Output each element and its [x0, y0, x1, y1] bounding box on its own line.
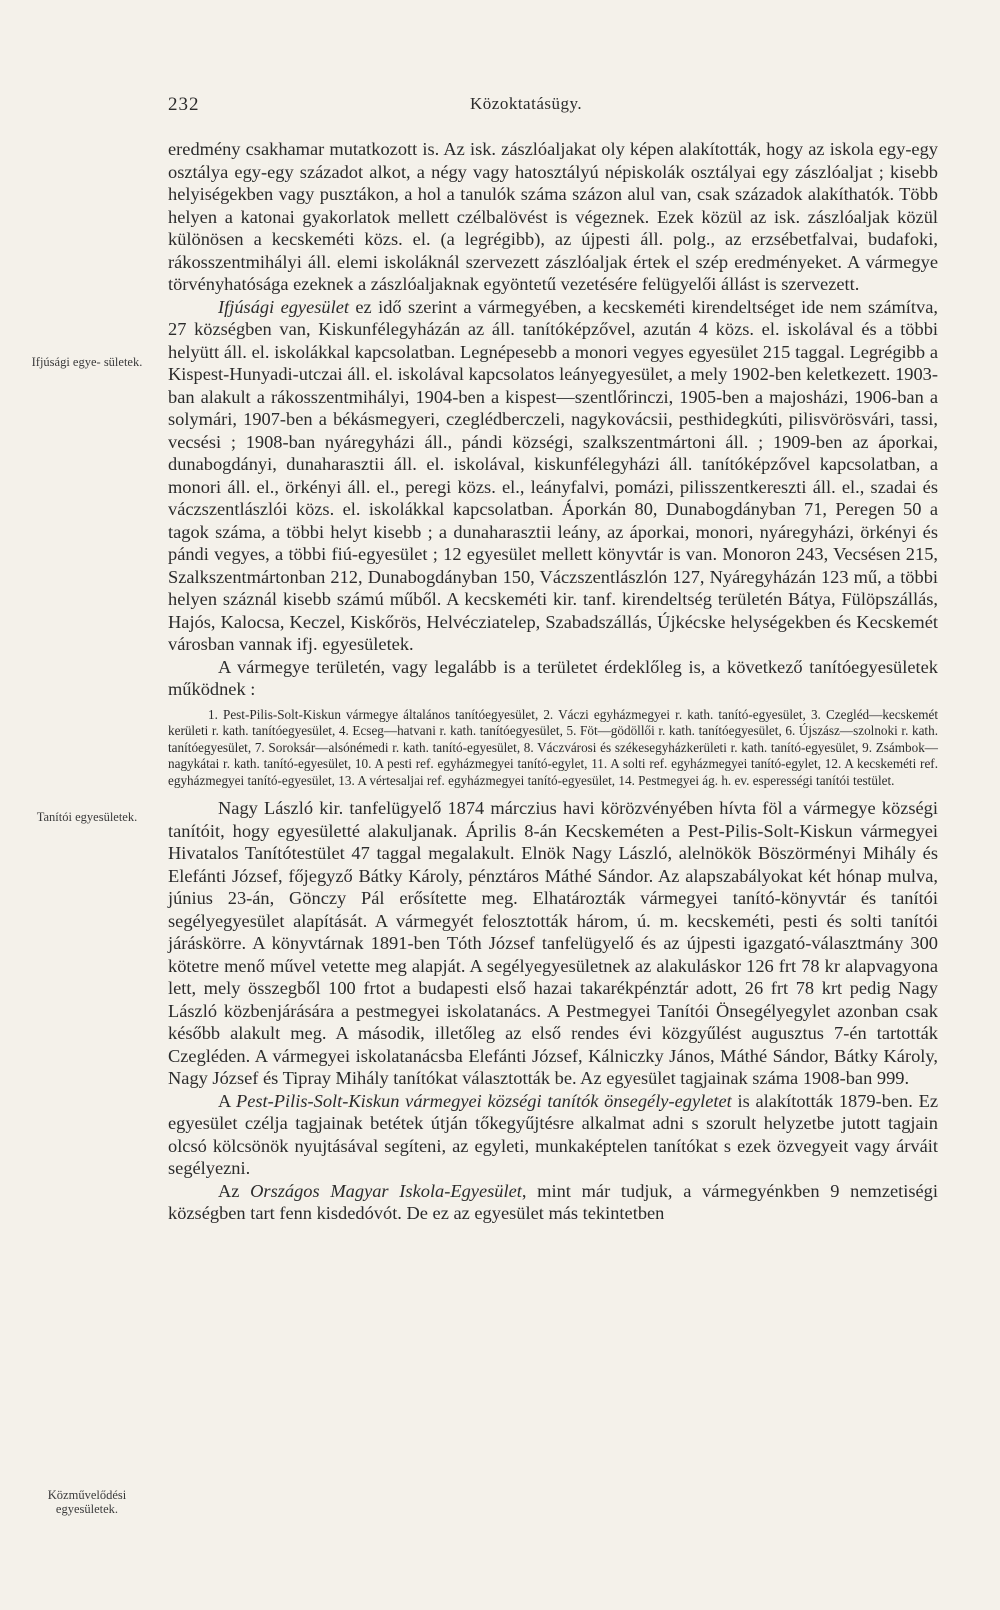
margin-note-youth-associations: Ifjúsági egye- sületek.: [31, 355, 143, 369]
paragraph-school-association: [168, 1180, 938, 1225]
paragraph-lead-youth: Ifjúsági egyesület: [218, 296, 349, 317]
paragraph-teacher-associations: A vármegye területén, vagy legalább is a területet érdeklőleg is, a következő tanítóegyesületek működnek :: [168, 656, 938, 699]
paragraph-article-az: Az: [218, 1180, 251, 1201]
paragraph-battalions: eredmény csakhamar mutatkozott is. Az isk. zászlóaljakat oly képen alakították, hogy az iskola egy-egy osztálya egy-egy századot alkot, a négy vagy hatosztályú népiskolák osztályai egy zászlóaljat ; kisebb helyiségekben vagy pusztákon, a hol a tanulók száma százon alul van, csak századok alakíthatók. Több helyen a katonai gyakorlatok mellett czélbalövést is végeznek. Ezek közül az isk. zászlóaljak közül különösen a kecskeméti közs. el. (a legrégibb), az újpesti áll. polg., az erzsébetfalvai, budafoki, rákosszentmihályi áll. elemi iskoláknál szervezett zászlóaljak értek el szép eredményeket. A vármegye törvényhatósága ezeknek a zászlóaljaknak egyöntetű vezetésére felügyelői állást is szervezett.: [168, 139, 938, 294]
paragraph-article-a: A: [218, 1090, 236, 1111]
paragraph-body-self-help: is alakították 1879-ben. Ez egyesület czélja tagjainak betétek útján tőkegyűjtésre alkalmat adni s szorult helyzetbe jutott tagjain olcsó kölcsönök nyujtásával segíteni, az egyleti, munkaképtelen tanítókat s ezek özvegyeit vagy árváit segélyezni.: [168, 1090, 938, 1178]
running-head: Közoktatásügy.: [470, 94, 583, 113]
body-text: [168, 138, 938, 1225]
page-header: [0, 94, 1000, 122]
paragraph-body-youth: ez idő szerint a vármegyében, a kecskeméti kirendeltséget ide nem számítva, 27 községben van, Kiskunfélegyházán az áll. tanítóképzővel, azután 4 közs. el. iskolával és a többi helyütt áll. el. iskolákkal kapcsolatban. Legnépesebb a monori vegyes egyesület 215 taggal. Legrégibb a Kispest-Hunyadi-utczai áll. el. iskolával kapcsolatos leányegyesület, a mely 1902-ben keletkezett. 1903-ban alakult a rákosszentmihályi, 1904-ben a kispest—szentlőrinczi, 1905-ben a majosházi, 1906-ban a solymári, 1907-ben a békásmegyeri, czeglédberczeli, nagykovácsii, pesthidegkúti, pilisvörösvári, tassi, vecsési ; 1908-ban nyáregyházi áll., pándi községi, szalkszentmártoni áll. ; 1909-ben az áporkai, dunabogdányi, dunaharasztii áll. el. iskolával, kiskunfélegyházi áll. tanítóképzővel kapcsolatban, a monori áll. el., örkényi áll. el., peregi közs. el., leányfalvi, pomázi, pilisszentkereszti áll. el., szadai és váczszentlászlói közs. el. iskolákkal kapcsolatban. Áporkán 80, Dunabogdányban 71, Peregen 50 a tagok száma, a többi helyt kisebb ; a dunaharasztii leány, az áporkai, monori, nyáregyházi, örkényi és pándi vegyes, a többi fiú-egyesület ; 12 egyesület mellett könyvtár is van. Monoron 243, Vecsésen 215, Szalkszentmártonban 212, Dunabogdányban 150, Váczszentlászlón 127, Nyáregyházán 123 mű, a többi helyen száznál kisebb számú műből. A kecskeméti kir. tanf. kirendeltség területén Bátya, Fülöpszállás, Hajós, Kalocsa, Keczel, Kiskőrös, Helvécziatelep, Szabadszállás, Újkécske helységekben és Kecskemét városban vannak ifj. egyesületek.: [168, 296, 938, 654]
paragraph-self-help-society: [168, 1090, 938, 1180]
margin-note-teacher-associations: Tanítói egyesületek.: [36, 810, 138, 824]
footnote-association-list: [168, 707, 938, 790]
paragraph-body-school-association: , mint már tudjuk, a vármegyénkben 9 nemzetiségi községben tart fenn kisdedóvót. De ez az egyesület más tekintetben: [168, 1180, 938, 1223]
paragraph-lead-school-association: Országos Magyar Iskola-Egyesület: [250, 1180, 522, 1201]
margin-note-cultural-associations: Közművelődési egyesületek.: [47, 1488, 127, 1516]
footnote-text: 1. Pest-Pilis-Solt-Kiskun vármegye általános tanítóegyesület, 2. Váczi egyházmegyei r. kath. tanító-egyesület, 3. Czegléd—kecskemét kerületi r. kath. tanítóegyesület, 4. Ecseg—hatvani r. kath. tanítóegyesület, 5. Föt—gödöllői r. kath. tanítóegyesület, 6. Újszász—szolnoki r. kath. tanítóegyesület, 7. Soroksár—alsónémedi r. kath. tanító-egyesület, 8. Váczvárosi és székesegyházkerületi r. kath. tanító-egyesület, 9. Zsámbok—nagykátai r. kath. tanító-egyesület, 10. A pesti ref. egyházmegyei tanító-egylet, 11. A solti ref. egyházmegyei tanító-egylet, 12. A kecskeméti ref. egyházmegyei tanító-egyesület, 13. A vértesaljai ref. egyházmegyei tanító-egyesület, 14. Pestmegyei ág. h. ev. esperességi tanítói testület.: [168, 706, 938, 788]
paragraph-nagy-laszlo: Nagy László kir. tanfelügyelő 1874 márczius havi körözvényében hívta föl a vármegye községi tanítóit, hogy egyesületté alakuljanak. Április 8-án Kecskeméten a Pest-Pilis-Solt-Kiskun vármegyei Hivatalos Tanítótestület 47 taggal megalakult. Elnök Nagy László, alelnökök Böszörményi Mihály és Elefánti József, főjegyző Bátky Károly, pénztáros Máthé Sándor. Az alapszabályokat két hónap mulva, június 23-án, Gönczy Pál erősítette meg. Elhatározták vármegyei tanító-könyvtár és tanítói segélyegyesület alapítását. A vármegyét felosztották három, ú. m. kecskeméti, pesti és solti tanítói járáskörre. A könyvtárnak 1891-ben Tóth József tanfelügyelő és az újpesti igazgató-választmány 300 kötetre menő művel vetette meg alapját. A segélyegyesületnek az alakuláskor 126 frt 78 kr alapvagyona lett, mely összegből 100 frtot a budapesti első hazai takarékpénztár adott, 26 frt 78 krt pedig Nagy László közbenjárására a pestmegyei iskolatanács. A Pestmegyei Tanítói Önsegélyegylet azonban csak később alakult meg. A második, illetőleg az első rendes évi közgyűlést augusztus 7-én tartották Czegléden. A vármegyei iskolatanácsba Elefánti József, Kálniczky János, Máthé Sándor, Bátky Károly, Nagy József és Tipray Mihály tanítókat választották be. Az egyesület tagjainak száma 1908-ban 999.: [168, 798, 938, 1088]
page-number: 232: [168, 94, 200, 115]
paragraph-lead-self-help: Pest-Pilis-Solt-Kiskun vármegyei községi tanítók önsegély-egyletet: [236, 1090, 732, 1111]
paragraph-youth-associations: [168, 296, 938, 656]
